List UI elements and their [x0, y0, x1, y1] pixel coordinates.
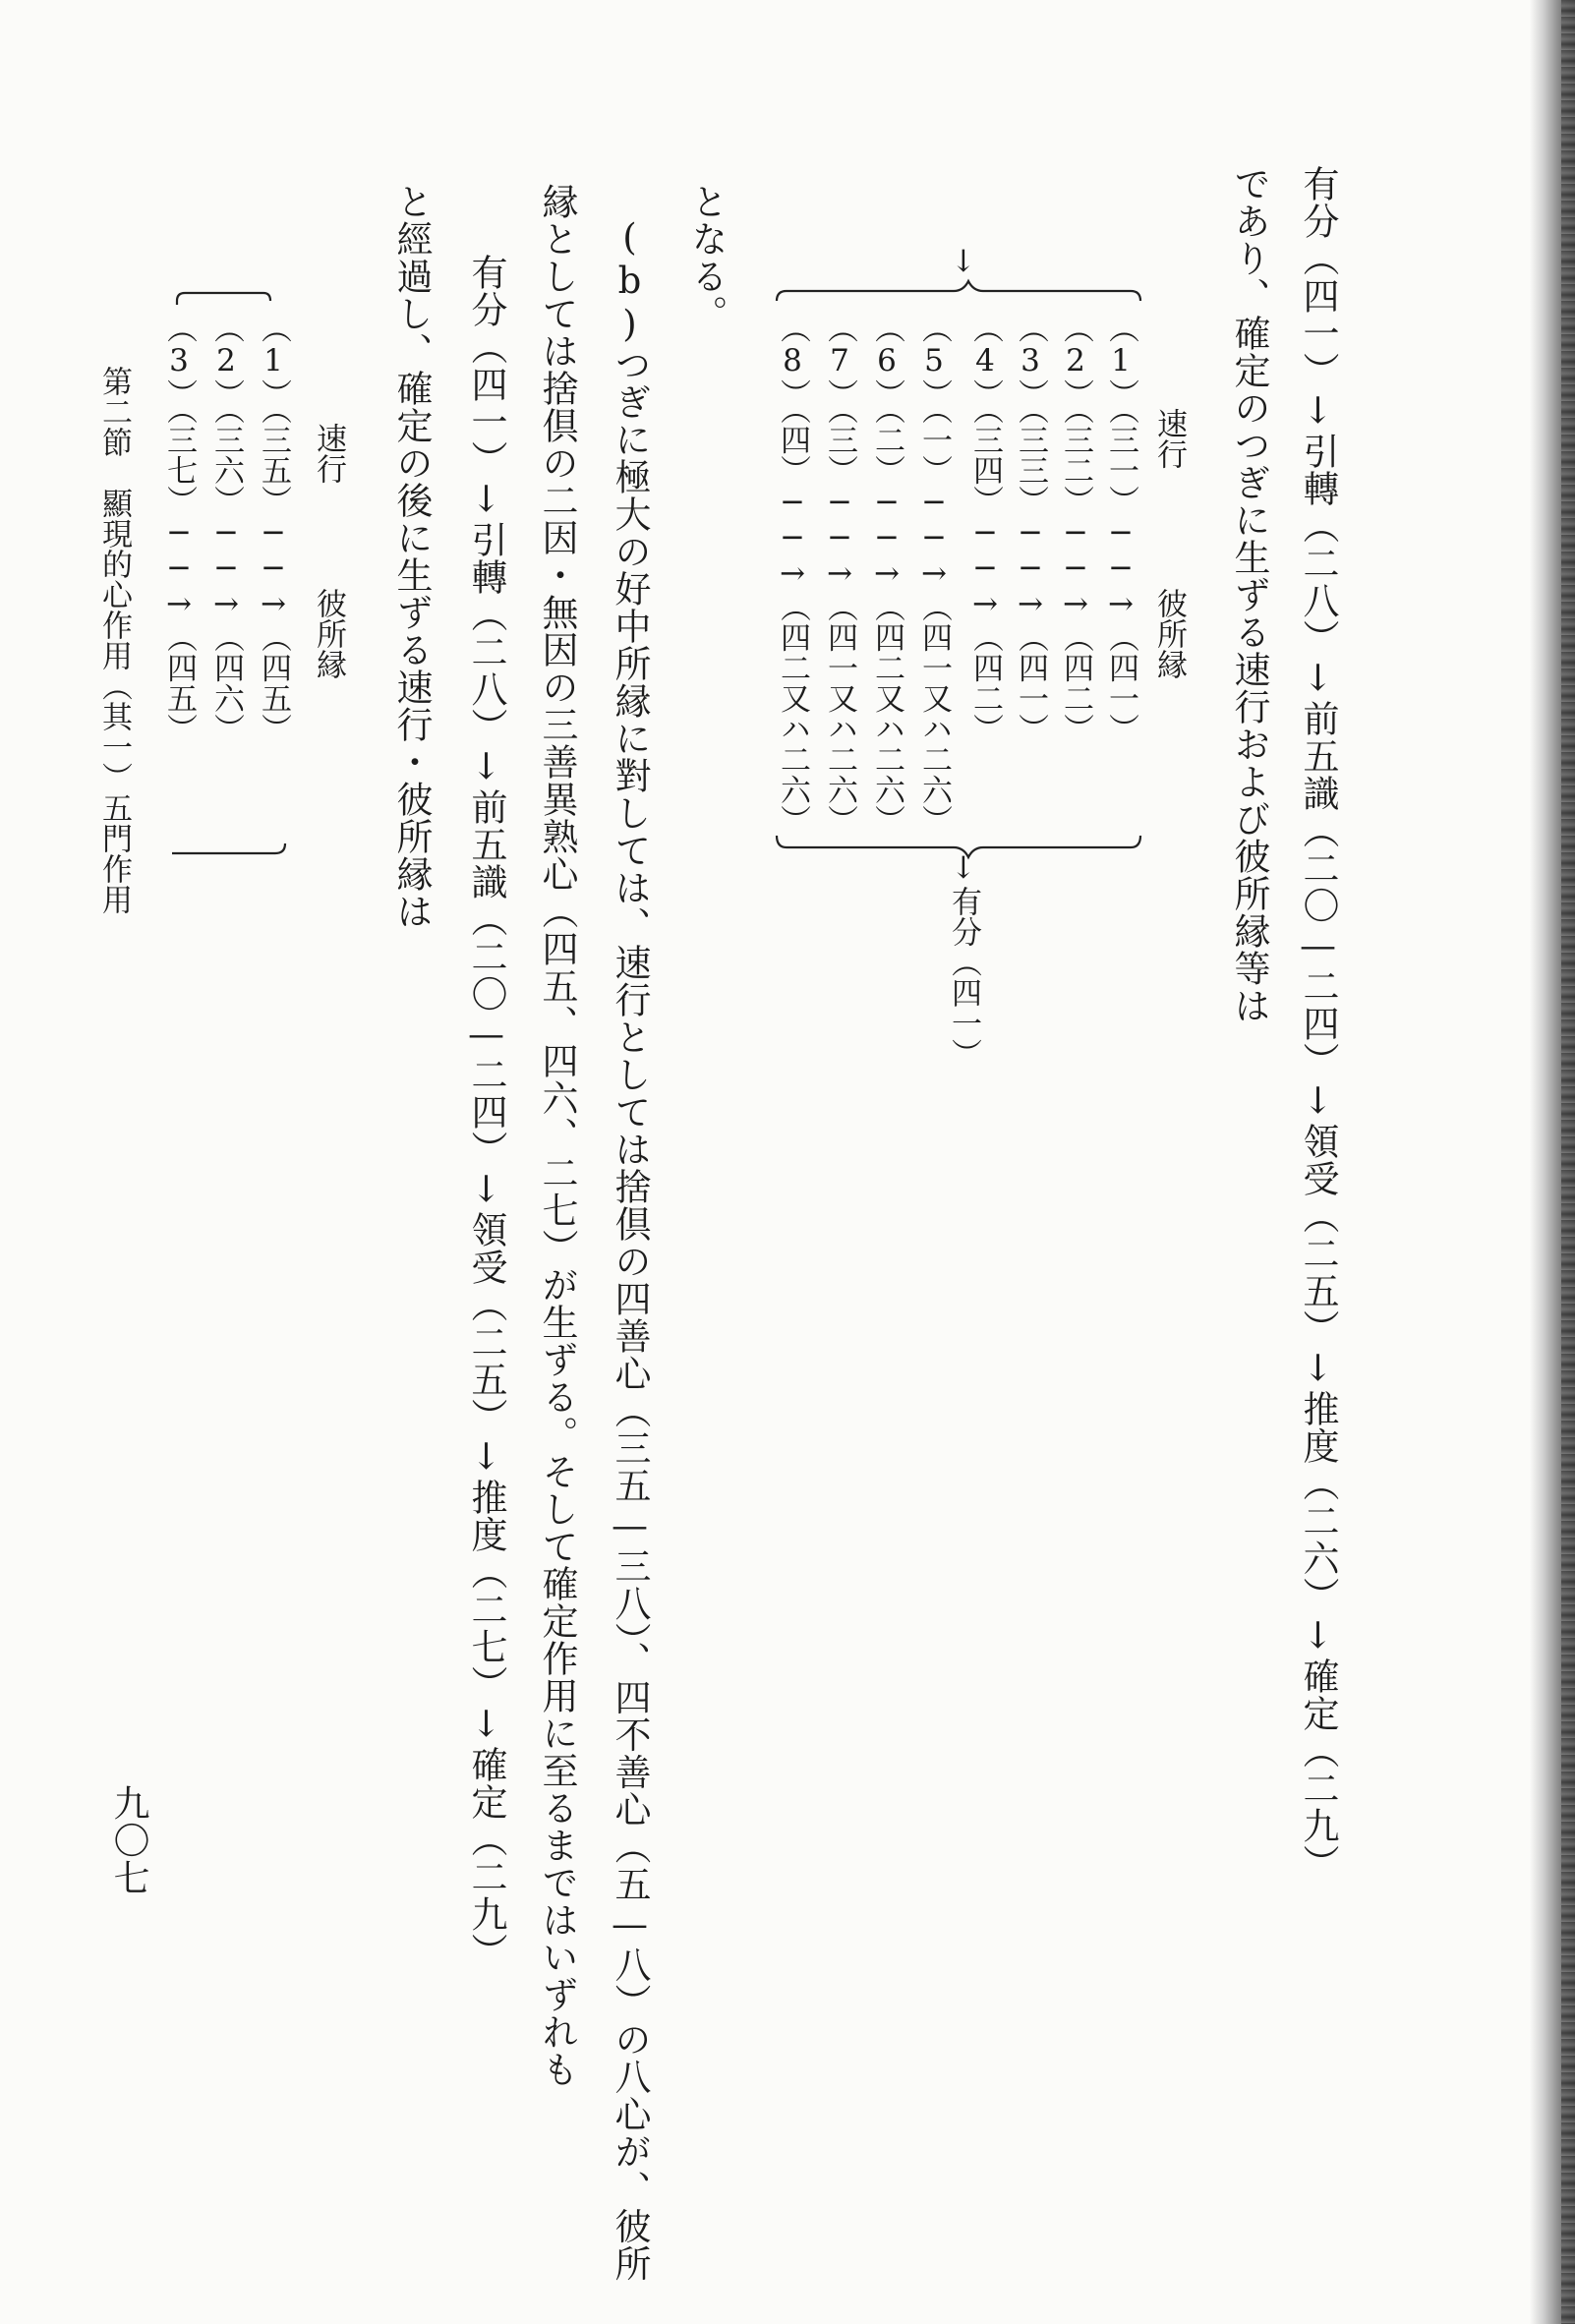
body-column-6: 有分（四一）↓引轉（二八）↓前五識（二〇—二四）↓領受（二五）↓推度（二七）↓確定（二九）: [465, 254, 507, 1970]
body-column-4: (b)つぎに極大の好中所縁に對しては、速行としては捨倶の四善心（三五—三八）、四不善心（五—八）の八心が、彼所: [609, 216, 651, 2283]
body-column-3: となる。: [685, 183, 728, 332]
body-column-5: 縁としては捨倶の二因・無因の三善異熟心（四五、四六、二七）が生ずる。そして確定作用に至るまではいずれも: [536, 183, 578, 2088]
table2-header-javana: 速行: [311, 423, 346, 484]
table1-row-5: （5）（一）──→（四一又ハ二六）: [916, 313, 952, 836]
table2-top-bracket: [177, 293, 270, 305]
page-edge-binding: [1561, 0, 1575, 2324]
table1-row-2: （2）（三二）──→（四二）: [1058, 313, 1093, 744]
table1-row-4: （4）（三四）──→（四二）: [967, 313, 1003, 744]
body-column-2: であり、確定のつぎに生ずる速行および彼所縁等は: [1228, 165, 1270, 1024]
table1-header-tadarammana: 彼所縁: [1151, 588, 1187, 679]
body-column-7: と經過し、確定の後に生ずる速行・彼所縁は: [390, 183, 433, 930]
table2-row-3: （3）（三七）──→（四五）: [161, 313, 197, 744]
table2-bottom-bracket: [172, 843, 285, 853]
table2-row-1: （1）（三五）──→（四五）: [256, 313, 291, 744]
body-column-1: 有分（四一）↓引轉（二八）↓前五識（二〇—二四）↓領受（二五）↓推度（二六）↓確定（二九）: [1297, 165, 1339, 1882]
table1-row-7: （7）（三）──→（四一又ハ二六）: [822, 313, 857, 836]
table1-row-1: （1）（三一）──→（四一）: [1103, 313, 1138, 744]
section-footer: 第二節 顯現的心作用（其一）五門作用: [96, 366, 132, 914]
table1-row-6: （6）（二）──→（四二又ハ二六）: [869, 313, 904, 836]
table2-row-2: （2）（三六）──→（四六）: [208, 313, 244, 744]
table1-result: ↓有分（四一）: [946, 850, 981, 1069]
table1-top-arrow: ↓: [946, 244, 981, 279]
table1-row-8: （8）（四）──→（四二又ハ二六）: [775, 313, 810, 836]
table1-top-brace: [777, 281, 1140, 301]
table2-header-tadarammana: 彼所縁: [311, 588, 346, 679]
page-number: 九〇七: [107, 1784, 149, 1896]
table1-header-javana: 速行: [1151, 408, 1187, 469]
table1-row-3: （3）（三三）──→（四一）: [1013, 313, 1048, 744]
